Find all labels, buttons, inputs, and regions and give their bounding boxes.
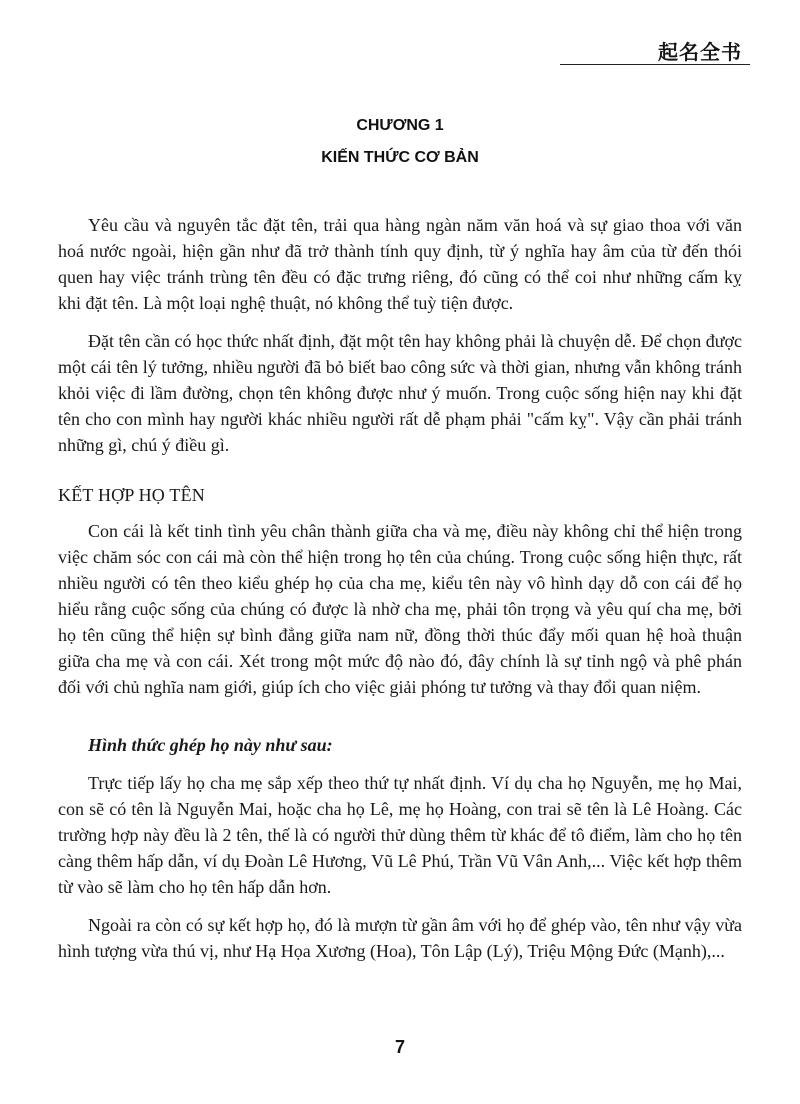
header-rule — [560, 64, 750, 65]
intro-paragraph-1: Yêu cầu và nguyên tắc đặt tên, trải qua hàng ngàn năm văn hoá và sự giao thoa với văn hoá nước ngoài, hiện gần như đã trở thành tính quy định, từ ý nghĩa hay âm của từ đến thói quen hay việc tránh trùng tên đều có đặc trưng riêng, đó cũng có thể coi như những cấm kỵ khi đặt tên. Là một loại nghệ thuật, nó không thể tuỳ tiện được. — [58, 215, 742, 313]
section-heading: KẾT HỢP HỌ TÊN — [58, 485, 205, 505]
subsection-paragraph-2: Ngoài ra còn có sự kết hợp họ, đó là mượn từ gần âm với họ để ghép vào, tên như vậy vừa hình tượng vừa thú vị, như Hạ Họa Xương (Hoa), Tôn Lập (Lý), Triệu Mộng Đức (Mạnh),... — [58, 915, 742, 961]
page-body — [58, 212, 742, 976]
page-number: 7 — [394, 1037, 405, 1057]
intro-paragraph-2: Đặt tên cần có học thức nhất định, đặt một tên hay không phải là chuyện dễ. Để chọn được một cái tên lý tưởng, nhiều người đã bỏ biết bao công sức và thời gian, nhưng vẫn không tránh khỏi việc đi lầm đường, chọn tên không được như ý muốn. Trong cuộc sống hiện nay khi đặt tên cho con mình hay người khác nhiều người rất dễ phạm phải "cấm kỵ". Vậy cần phải tránh những gì, chú ý điều gì. — [58, 331, 742, 455]
chapter-title: KIẾN THỨC CƠ BẢN — [321, 149, 479, 166]
subsection-paragraph-1: Trực tiếp lấy họ cha mẹ sắp xếp theo thứ tự nhất định. Ví dụ cha họ Nguyễn, mẹ họ Mai, con sẽ có tên là Nguyễn Mai, hoặc cha họ Lê, mẹ họ Hoàng, con trai sẽ tên là Lê Hoàng. Các trường hợp này đều là 2 tên, thế là có người thử dùng thêm từ khác để tô điểm, làm cho họ tên càng thêm hấp dẫn, ví dụ Đoàn Lê Hương, Vũ Lê Phú, Trần Vũ Vân Anh,... Việc kết hợp thêm từ vào sẽ làm cho họ tên hấp dẫn hơn. — [58, 773, 742, 897]
subsection-heading: Hình thức ghép họ này như sau: — [88, 735, 333, 755]
running-header: 起名全书 — [658, 40, 742, 64]
section-paragraph-1: Con cái là kết tinh tình yêu chân thành giữa cha và mẹ, điều này không chỉ thể hiện trong việc chăm sóc con cái mà còn thể hiện trong họ tên của chúng. Trong cuộc sống hiện thực, rất nhiều người có tên theo kiểu ghép họ của cha mẹ, kiểu tên này vô hình dạy dỗ con cái để họ hiểu rằng cuộc sống của chúng có được là nhờ cha mẹ, phải tôn trọng và yêu quí cha mẹ, bởi họ tên cũng thể hiện sự bình đẳng giữa nam nữ, đồng thời thúc đẩy mối quan hệ hoà thuận giữa cha mẹ và con cái. Xét trong một mức độ nào đó, đây chính là sự tỉnh ngộ và phê phán đối với chủ nghĩa nam giới, giúp ích cho việc giải phóng tư tưởng và thay đổi quan niệm. — [58, 521, 742, 697]
chapter-number: CHƯƠNG 1 — [356, 117, 444, 134]
